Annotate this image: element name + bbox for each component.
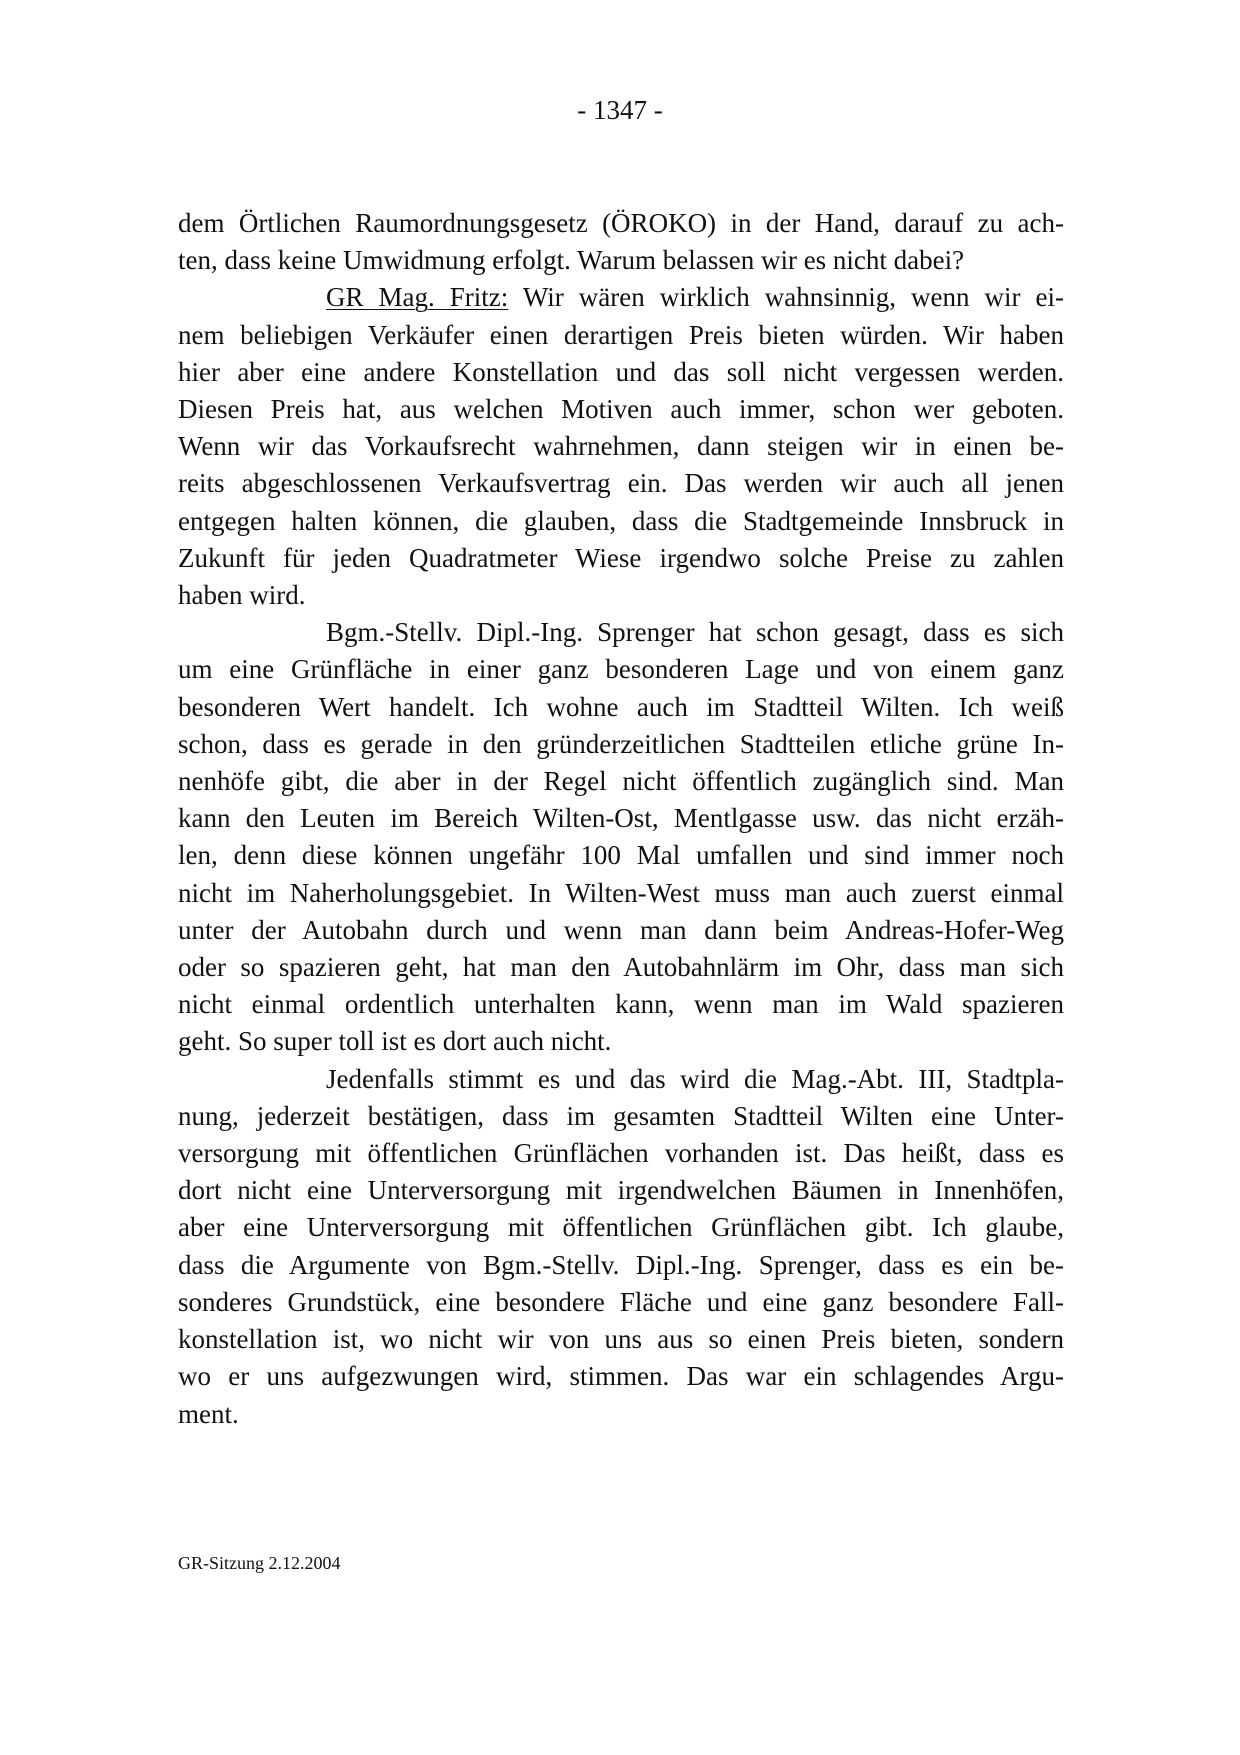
paragraph-4-line: dort nicht eine Unterversorgung mit irgendwelchen Bäumen in Innenhöfen,	[178, 1175, 1064, 1206]
paragraph-4-line: versorgung mit öffentlichen Grünflächen vorhanden ist. Das heißt, dass es	[178, 1138, 1064, 1169]
paragraph-2-line: reits abgeschlossenen Verkaufsvertrag ein. Das werden wir auch all jenen	[178, 468, 1064, 499]
paragraph-2-line	[178, 279, 1064, 316]
paragraph-3-line: besonderen Wert handelt. Ich wohne auch im Stadtteil Wilten. Ich weiß	[178, 691, 1064, 722]
paragraph-4-line: konstellation ist, wo nicht wir von uns aus so einen Preis bieten, sondern	[178, 1324, 1064, 1355]
paragraph-3-line: um eine Grünfläche in einer ganz besonderen Lage und von einem ganz	[178, 654, 1064, 685]
paragraph-4-line: wo er uns aufgezwungen wird, stimmen. Das war ein schlagendes Argu-	[178, 1361, 1064, 1392]
paragraph-4-line: Jedenfalls stimmt es und das wird die Mag.-Abt. III, Stadtpla-	[326, 1063, 1064, 1094]
paragraph-3-line: geht. So super toll ist es dort auch nicht.	[178, 1026, 612, 1057]
speaker-name: GR Mag. Fritz:	[326, 282, 509, 313]
paragraph-3-line: nenhöfe gibt, die aber in der Regel nicht öffentlich zugänglich sind. Man	[178, 766, 1064, 797]
paragraph-2-first-line-text: Wir wären wirklich wahnsinnig, wenn wir ei-	[508, 282, 1064, 313]
paragraph-3-line: unter der Autobahn durch und wenn man dann beim Andreas-Hofer-Weg	[178, 914, 1064, 945]
paragraph-1-line: dem Örtlichen Raumordnungsgesetz (ÖROKO) in der Hand, darauf zu ach-	[178, 208, 1064, 238]
paragraph-3-line: nicht einmal ordentlich unterhalten kann, wenn man im Wald spazieren	[178, 989, 1064, 1020]
paragraph-3-line: kann den Leuten im Bereich Wilten-Ost, Mentlgasse usw. das nicht erzäh-	[178, 803, 1064, 834]
paragraph-2-line: Diesen Preis hat, aus welchen Motiven auch immer, schon wer geboten.	[178, 394, 1064, 425]
paragraph-4-line: dass die Argumente von Bgm.-Stellv. Dipl.-Ing. Sprenger, dass es ein be-	[178, 1249, 1064, 1280]
paragraph-2-line: entgegen halten können, die glauben, dass die Stadtgemeinde Innsbruck in	[178, 505, 1064, 536]
paragraph-2-line: Zukunft für jeden Quadratmeter Wiese irgendwo solche Preise zu zahlen	[178, 542, 1064, 573]
paragraph-1-line: ten, dass keine Umwidmung erfolgt. Warum belassen wir es nicht dabei?	[178, 245, 965, 276]
paragraph-4-line: aber eine Unterversorgung mit öffentlichen Grünflächen gibt. Ich glaube,	[178, 1212, 1064, 1243]
paragraph-2-line: haben wird.	[178, 580, 306, 611]
paragraph-2-line: nem beliebigen Verkäufer einen derartigen Preis bieten würden. Wir haben	[178, 319, 1064, 350]
paragraph-3-line: len, denn diese können ungefähr 100 Mal umfallen und sind immer noch	[178, 840, 1064, 871]
paragraph-2-line: Wenn wir das Vorkaufsrecht wahrnehmen, dann steigen wir in einen be-	[178, 431, 1064, 462]
paragraph-4-line: nung, jederzeit bestätigen, dass im gesamten Stadtteil Wilten eine Unter-	[178, 1100, 1064, 1131]
paragraph-3-line: oder so spazieren geht, hat man den Autobahnlärm im Ohr, dass man sich	[178, 952, 1064, 983]
paragraph-4-line: sonderes Grundstück, eine besondere Fläche und eine ganz besondere Fall-	[178, 1286, 1064, 1317]
document-body	[178, 205, 1064, 1433]
paragraph-4-line: ment.	[178, 1398, 239, 1429]
paragraph-3-line: nicht im Naherholungsgebiet. In Wilten-West muss man auch zuerst einmal	[178, 877, 1064, 908]
paragraph-3-line: Bgm.-Stellv. Dipl.-Ing. Sprenger hat schon gesagt, dass es sich	[326, 617, 1064, 648]
footer-session-label: GR-Sitzung 2.12.2004	[178, 1553, 341, 1573]
paragraph-3-line: schon, dass es gerade in den gründerzeitlichen Stadtteilen etliche grüne In-	[178, 728, 1064, 759]
paragraph-2-line: hier aber eine andere Konstellation und das soll nicht vergessen werden.	[178, 356, 1064, 387]
page-number: - 1347 -	[577, 95, 663, 125]
